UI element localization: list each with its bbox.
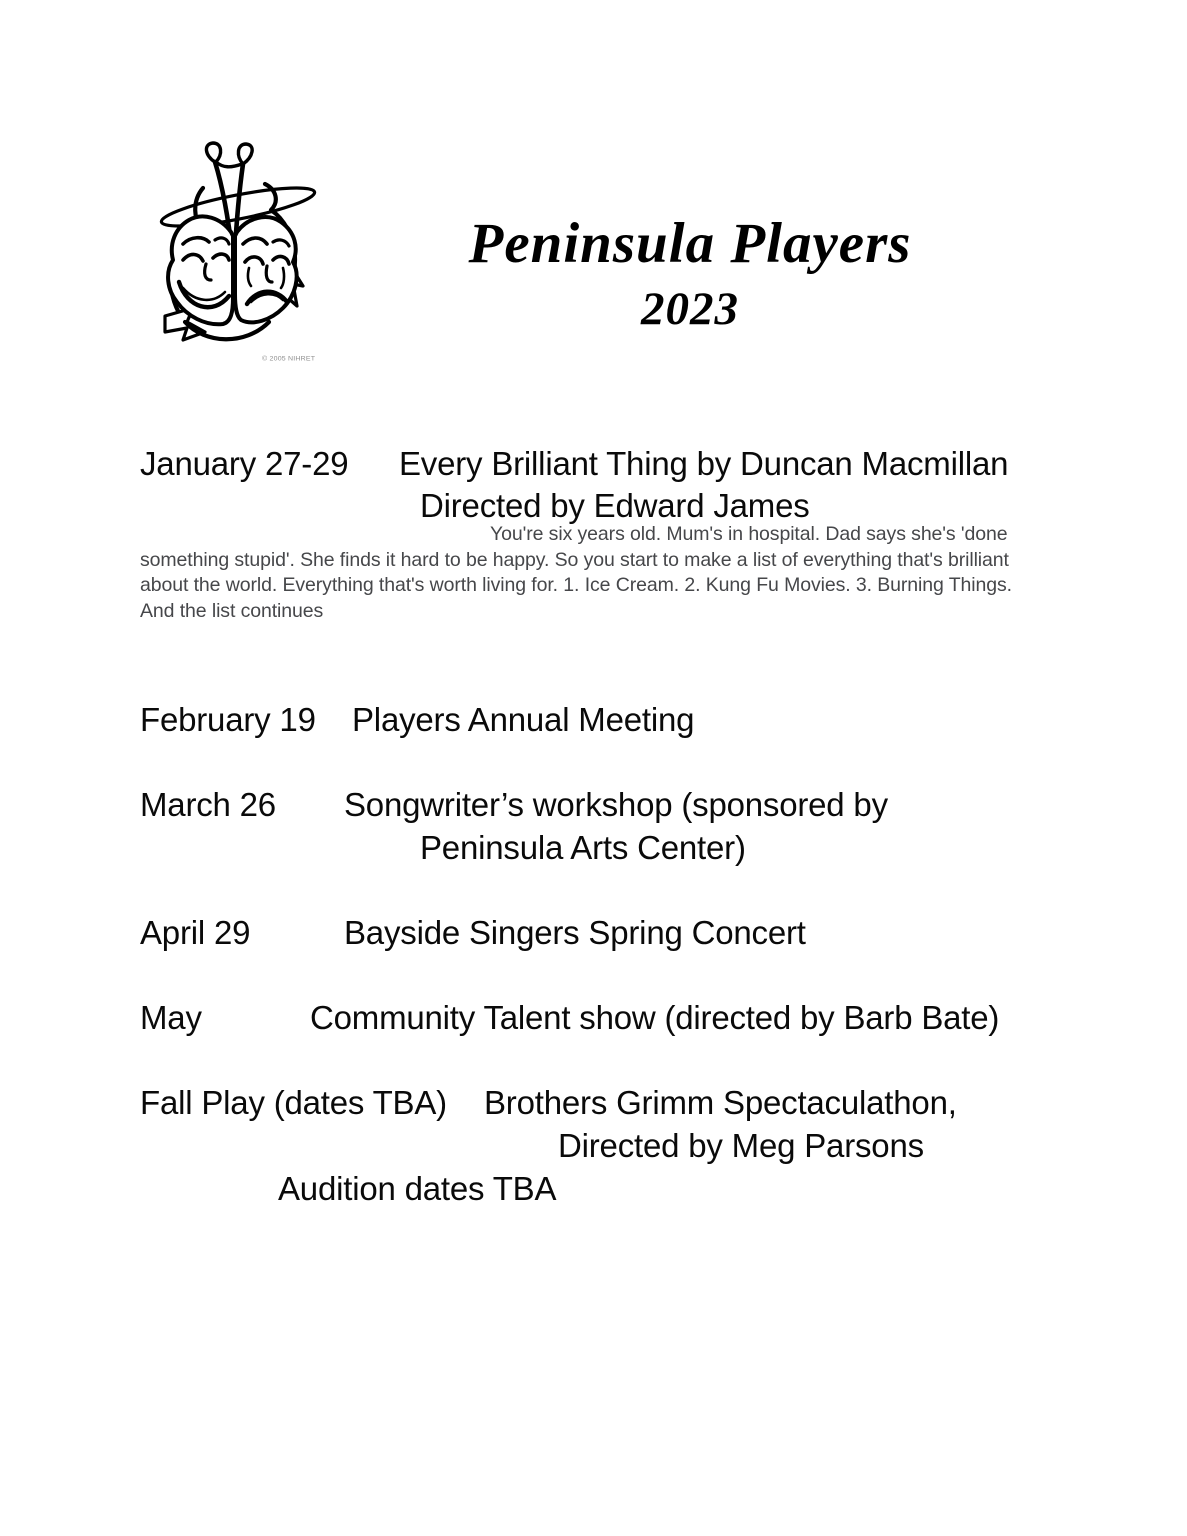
schedule-event-april: Bayside Singers Spring Concert: [344, 914, 806, 951]
schedule-date-april: April 29: [140, 914, 251, 951]
schedule-event-fall-play-line2: Directed by Meg Parsons: [558, 1127, 924, 1164]
schedule-date-fall-play: Fall Play (dates TBA): [140, 1084, 447, 1121]
schedule-event-february: Players Annual Meeting: [352, 701, 695, 738]
schedule-event-january-line2: Directed by Edward James: [420, 487, 810, 524]
page-title: [380, 212, 1000, 335]
schedule-event-march-line2: Peninsula Arts Center): [420, 829, 746, 866]
schedule-event-may: Community Talent show (directed by Barb Bate): [310, 999, 1000, 1036]
masthead: [0, 0, 1187, 400]
schedule-date-january: January 27-29: [140, 445, 349, 482]
schedule-event-march-line1: Songwriter’s workshop (sponsored by: [344, 786, 888, 823]
title-organization: Peninsula Players: [468, 212, 912, 275]
logo-credit: © 2005 NIHRET: [262, 356, 316, 363]
schedule-date-may: May: [140, 999, 202, 1036]
schedule-description-january: You're six years old. Mum's in hospital. Dad says she's 'done something stupid'. She finds it hard to be happy. So you start to make a list of everything that's brilliant about the world. Everything that's worth living for. 1. Ice Cream. 2. Kung Fu Movies. 3. Burning Things. And the list continues: [140, 523, 1012, 622]
schedule-event-fall-play-line1: Brothers Grimm Spectaculathon,: [484, 1084, 957, 1121]
schedule-date-february: February 19: [140, 701, 316, 738]
schedule-date-march: March 26: [140, 786, 276, 823]
schedule-event-fall-play-line3: Audition dates TBA: [278, 1170, 557, 1207]
title-year: 2023: [641, 283, 739, 335]
schedule-event-january-line1: Every Brilliant Thing by Duncan Macmillan: [399, 445, 1009, 482]
comedy-tragedy-masks-icon: [143, 140, 333, 355]
